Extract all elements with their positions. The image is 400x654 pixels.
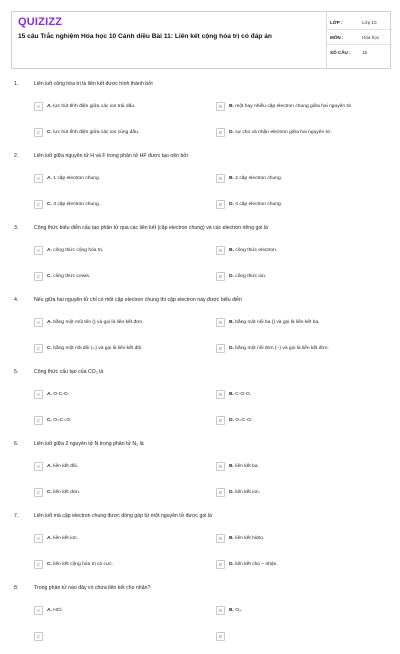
option-letter-box	[216, 560, 225, 569]
option-key: C.	[47, 129, 52, 135]
question-number: 7.	[14, 513, 19, 519]
answer-option-b[interactable]	[216, 605, 391, 616]
option-key: D.	[229, 489, 234, 495]
option-key: C.	[47, 417, 52, 423]
option-letter-box	[34, 390, 43, 399]
option-letter-box	[216, 632, 225, 641]
option-value: lực hút tĩnh điện giữa các ion trái dấu.	[53, 103, 136, 109]
option-text	[47, 176, 100, 182]
option-text	[47, 320, 143, 326]
option-letter-box	[216, 102, 225, 111]
option-key: C.	[47, 273, 52, 279]
answer-option-a[interactable]	[34, 317, 209, 328]
option-text	[47, 130, 139, 136]
option-key: A.	[47, 103, 52, 109]
option-text	[229, 392, 251, 398]
option-letter: A	[36, 176, 41, 181]
option-text	[47, 418, 71, 424]
option-letter: D	[218, 634, 223, 639]
option-text	[229, 490, 260, 496]
option-value: liên kết ion.	[235, 489, 261, 495]
option-key: B.	[229, 391, 234, 397]
question-text: Trong phân tử nào đây có chứa liên kết cho nhận?	[34, 585, 151, 591]
option-letter: D	[218, 202, 223, 207]
answer-option-b[interactable]	[216, 245, 391, 256]
option-letter-box	[34, 560, 43, 569]
option-letter: A	[36, 320, 41, 325]
quizizz-logo: QUIZIZZ	[18, 16, 63, 28]
option-letter: C	[36, 274, 41, 279]
option-value: lực hút tĩnh điện giữa các ion cùng dấu.	[53, 129, 140, 135]
option-key: D.	[229, 345, 234, 351]
answer-option-b[interactable]	[216, 461, 391, 472]
option-value: bằng một nối đôi (=) và gọi là liên kết đôi.	[53, 345, 143, 351]
option-value: công thức electron.	[235, 247, 278, 253]
option-value: công thức Lewis.	[53, 273, 91, 279]
option-text	[229, 104, 352, 110]
question-number: 4.	[14, 297, 19, 303]
option-letter: B	[218, 392, 223, 397]
option-key: D.	[229, 201, 234, 207]
option-value: liên kết cho – nhận.	[235, 561, 278, 567]
option-key: A.	[47, 175, 52, 181]
option-letter: D	[218, 130, 223, 135]
question-text: Nếu giữa hai nguyên tử chỉ có một cặp electron chung thì cặp electron này được biểu diễn	[34, 297, 242, 303]
option-letter: B	[218, 608, 223, 613]
option-letter-box	[216, 416, 225, 425]
option-letter: C	[36, 490, 41, 495]
option-letter-box	[34, 128, 43, 137]
option-text	[229, 320, 320, 326]
option-letter: A	[36, 248, 41, 253]
worksheet-header	[11, 11, 391, 69]
meta-key: SỐ CÂU :	[330, 50, 351, 55]
option-text	[229, 346, 329, 352]
option-letter-box	[216, 272, 225, 281]
option-text	[47, 562, 113, 568]
answer-option-d[interactable]	[216, 631, 391, 642]
option-key: D.	[229, 273, 234, 279]
option-letter: C	[36, 130, 41, 135]
option-letter-box	[34, 246, 43, 255]
answer-option-b[interactable]	[216, 389, 391, 400]
option-letter: C	[36, 634, 41, 639]
option-value: công thức cộng hóa trị.	[53, 247, 104, 253]
question-text: Liên kết giữa nguyên tử H và F trong phân tử HF được tạo nên bởi	[34, 153, 188, 159]
answer-option-a[interactable]	[34, 605, 209, 616]
option-letter: D	[218, 274, 223, 279]
option-letter-box	[34, 102, 43, 111]
option-value: bằng một nối đơn (−) và gọi là liên kết đơn.	[235, 345, 329, 351]
answer-option-a[interactable]	[34, 101, 209, 112]
option-letter: D	[218, 562, 223, 567]
question-text: Liên kết giữa 2 nguyên tử N trong phân tử N₂ là	[34, 441, 144, 447]
option-letter-box	[34, 488, 43, 497]
option-letter-box	[216, 606, 225, 615]
option-text	[47, 464, 78, 470]
answer-option-d[interactable]	[216, 415, 391, 426]
option-letter: B	[218, 320, 223, 325]
option-letter-box	[216, 462, 225, 471]
option-text	[229, 562, 278, 568]
answer-option-c[interactable]	[34, 487, 209, 498]
option-letter-box	[216, 534, 225, 543]
question-text: Công thức biểu diễn cấu tạo phân tử qua các liên kết (cặp electron chung) và các electron riêng gọi là	[34, 225, 268, 231]
option-letter-box	[216, 318, 225, 327]
answer-option-b[interactable]	[216, 101, 391, 112]
option-letter-box	[216, 390, 225, 399]
option-key: B.	[229, 319, 234, 325]
option-letter: D	[218, 490, 223, 495]
option-letter-box	[216, 246, 225, 255]
question-item	[0, 510, 400, 582]
option-key: C.	[47, 201, 52, 207]
option-text	[47, 104, 135, 110]
meta-value: 15	[362, 50, 368, 55]
answer-option-a[interactable]	[34, 173, 209, 184]
option-text	[47, 346, 143, 352]
option-letter-box	[216, 344, 225, 353]
question-number: 1.	[14, 81, 19, 87]
option-value: liên kết đôi.	[53, 463, 79, 469]
answer-option-b[interactable]	[216, 173, 391, 184]
option-letter: B	[218, 248, 223, 253]
option-text	[47, 274, 90, 280]
answer-option-a[interactable]	[34, 461, 209, 472]
option-text	[47, 536, 78, 542]
option-letter: C	[36, 418, 41, 423]
option-letter: D	[218, 346, 223, 351]
option-key: A.	[47, 391, 52, 397]
answer-option-d[interactable]	[216, 559, 391, 570]
option-key: A.	[47, 319, 52, 325]
option-letter: A	[36, 464, 41, 469]
option-key: A.	[47, 247, 52, 253]
meta-value: Lớp 10	[362, 19, 377, 25]
question-item	[0, 222, 400, 294]
option-text	[47, 490, 80, 496]
option-value: bằng một mũi tên () và gọi là liên kết đơn.	[53, 319, 144, 325]
option-letter: B	[218, 176, 223, 181]
answer-option-c[interactable]	[34, 127, 209, 138]
option-value: 2 cặp electron chung.	[235, 175, 283, 181]
option-value: O=C-O.	[235, 417, 253, 423]
worksheet-meta	[326, 15, 392, 60]
answer-option-a[interactable]	[34, 245, 209, 256]
option-letter-box	[34, 174, 43, 183]
option-letter: C	[36, 346, 41, 351]
option-text	[229, 202, 282, 208]
meta-row-class	[326, 15, 392, 30]
option-letter-box	[34, 534, 43, 543]
question-text: Công thức cấu tạo của CO₂ là	[34, 369, 104, 375]
option-letter-box	[34, 416, 43, 425]
option-letter-box	[34, 606, 43, 615]
option-value: C-O-O.	[235, 391, 252, 397]
option-value: O=C=O.	[53, 417, 72, 423]
answer-option-d[interactable]	[216, 271, 391, 282]
answer-option-a[interactable]	[34, 533, 209, 544]
question-number: 6.	[14, 441, 19, 447]
option-text	[229, 536, 264, 542]
option-text	[47, 202, 100, 208]
answer-option-c[interactable]	[34, 631, 209, 642]
option-letter-box	[34, 272, 43, 281]
option-letter-box	[216, 488, 225, 497]
meta-key: MÔN :	[330, 34, 344, 40]
option-value: công thức ion.	[235, 273, 267, 279]
option-key: A.	[47, 607, 52, 613]
option-letter: B	[218, 104, 223, 109]
option-text	[229, 464, 259, 470]
option-key: C.	[47, 345, 52, 351]
option-key: B.	[229, 535, 234, 541]
option-text	[229, 248, 277, 254]
option-value: sự cho và nhận electron giữa hai nguyên tử.	[235, 129, 332, 135]
question-item	[0, 582, 400, 654]
option-letter: D	[218, 418, 223, 423]
option-value: O₂.	[235, 607, 243, 613]
question-item	[0, 438, 400, 510]
question-item	[0, 78, 400, 150]
option-key: B.	[229, 607, 234, 613]
option-value: liên kết đơn.	[53, 489, 81, 495]
option-text	[229, 274, 266, 280]
option-key: B.	[229, 463, 234, 469]
answer-option-c[interactable]	[34, 559, 209, 570]
option-value: 1 cặp electron chung.	[53, 175, 101, 181]
option-value: liên kết ba.	[235, 463, 259, 469]
answer-option-c[interactable]	[34, 343, 209, 354]
option-key: A.	[47, 463, 52, 469]
answer-option-a[interactable]	[34, 389, 209, 400]
option-value: O-C-O.	[53, 391, 70, 397]
option-key: B.	[229, 247, 234, 253]
question-item	[0, 366, 400, 438]
option-letter: B	[218, 536, 223, 541]
option-value: 3 cặp electron chung.	[53, 201, 101, 207]
option-letter-box	[34, 318, 43, 327]
answer-option-d[interactable]	[216, 343, 391, 354]
option-letter: A	[36, 608, 41, 613]
option-letter: C	[36, 562, 41, 567]
meta-row-question-count	[326, 45, 392, 60]
option-value: HCl.	[53, 607, 63, 613]
question-item	[0, 150, 400, 222]
option-letter-box	[34, 344, 43, 353]
answer-option-c[interactable]	[34, 199, 209, 210]
option-key: D.	[229, 561, 234, 567]
option-value: 4 cặp electron chung.	[235, 201, 283, 207]
option-letter: A	[36, 392, 41, 397]
option-letter: B	[218, 464, 223, 469]
question-text: Liên kết mà cặp electron chung được đóng góp từ một nguyên tử được gọi là	[34, 513, 212, 519]
option-letter: A	[36, 104, 41, 109]
option-letter-box	[34, 632, 43, 641]
option-value: một hay nhiều cặp electron chung giữa hai nguyên tử.	[235, 103, 353, 109]
option-key: B.	[229, 175, 234, 181]
question-number: 5.	[14, 369, 19, 375]
meta-value: Hóa học	[362, 34, 380, 40]
option-text	[47, 248, 103, 254]
option-text	[229, 176, 282, 182]
option-text	[47, 608, 63, 614]
option-value: liên kết ion.	[53, 535, 79, 541]
option-key: D.	[229, 417, 234, 423]
meta-row-subject	[326, 30, 392, 45]
option-text	[47, 392, 69, 398]
option-key: D.	[229, 129, 234, 135]
option-value: bằng một nối ba () và gọi là liên kết ba.	[235, 319, 320, 325]
option-letter-box	[216, 174, 225, 183]
answer-option-b[interactable]	[216, 533, 391, 544]
answer-option-b[interactable]	[216, 317, 391, 328]
option-letter-box	[34, 462, 43, 471]
question-number: 8.	[14, 585, 19, 591]
question-list	[0, 78, 400, 654]
option-letter: C	[36, 202, 41, 207]
question-number: 2.	[14, 153, 19, 159]
option-letter-box	[34, 200, 43, 209]
option-text	[229, 130, 332, 136]
option-value: liên kết cộng hóa trị có cực.	[53, 561, 114, 567]
option-key: B.	[229, 103, 234, 109]
option-letter-box	[216, 128, 225, 137]
question-number: 3.	[14, 225, 19, 231]
answer-option-c[interactable]	[34, 271, 209, 282]
option-text	[229, 608, 242, 614]
answer-option-d[interactable]	[216, 199, 391, 210]
answer-option-d[interactable]	[216, 487, 391, 498]
meta-key: LỚP :	[330, 19, 343, 25]
answer-option-c[interactable]	[34, 415, 209, 426]
worksheet-title: 15 câu Trắc nghiệm Hóa học 10 Cánh diều Bài 11: Liên kết cộng hóa trị có đáp án	[18, 33, 272, 40]
option-key: C.	[47, 489, 52, 495]
option-key: A.	[47, 535, 52, 541]
option-letter: A	[36, 536, 41, 541]
option-letter-box	[216, 200, 225, 209]
option-text	[229, 418, 252, 424]
answer-option-d[interactable]	[216, 127, 391, 138]
option-key: C.	[47, 561, 52, 567]
option-value: liên kết hidro.	[235, 535, 265, 541]
question-text: Liên kết cộng hóa trị là liên kết được hình thành bởi	[34, 81, 153, 87]
question-item	[0, 294, 400, 366]
